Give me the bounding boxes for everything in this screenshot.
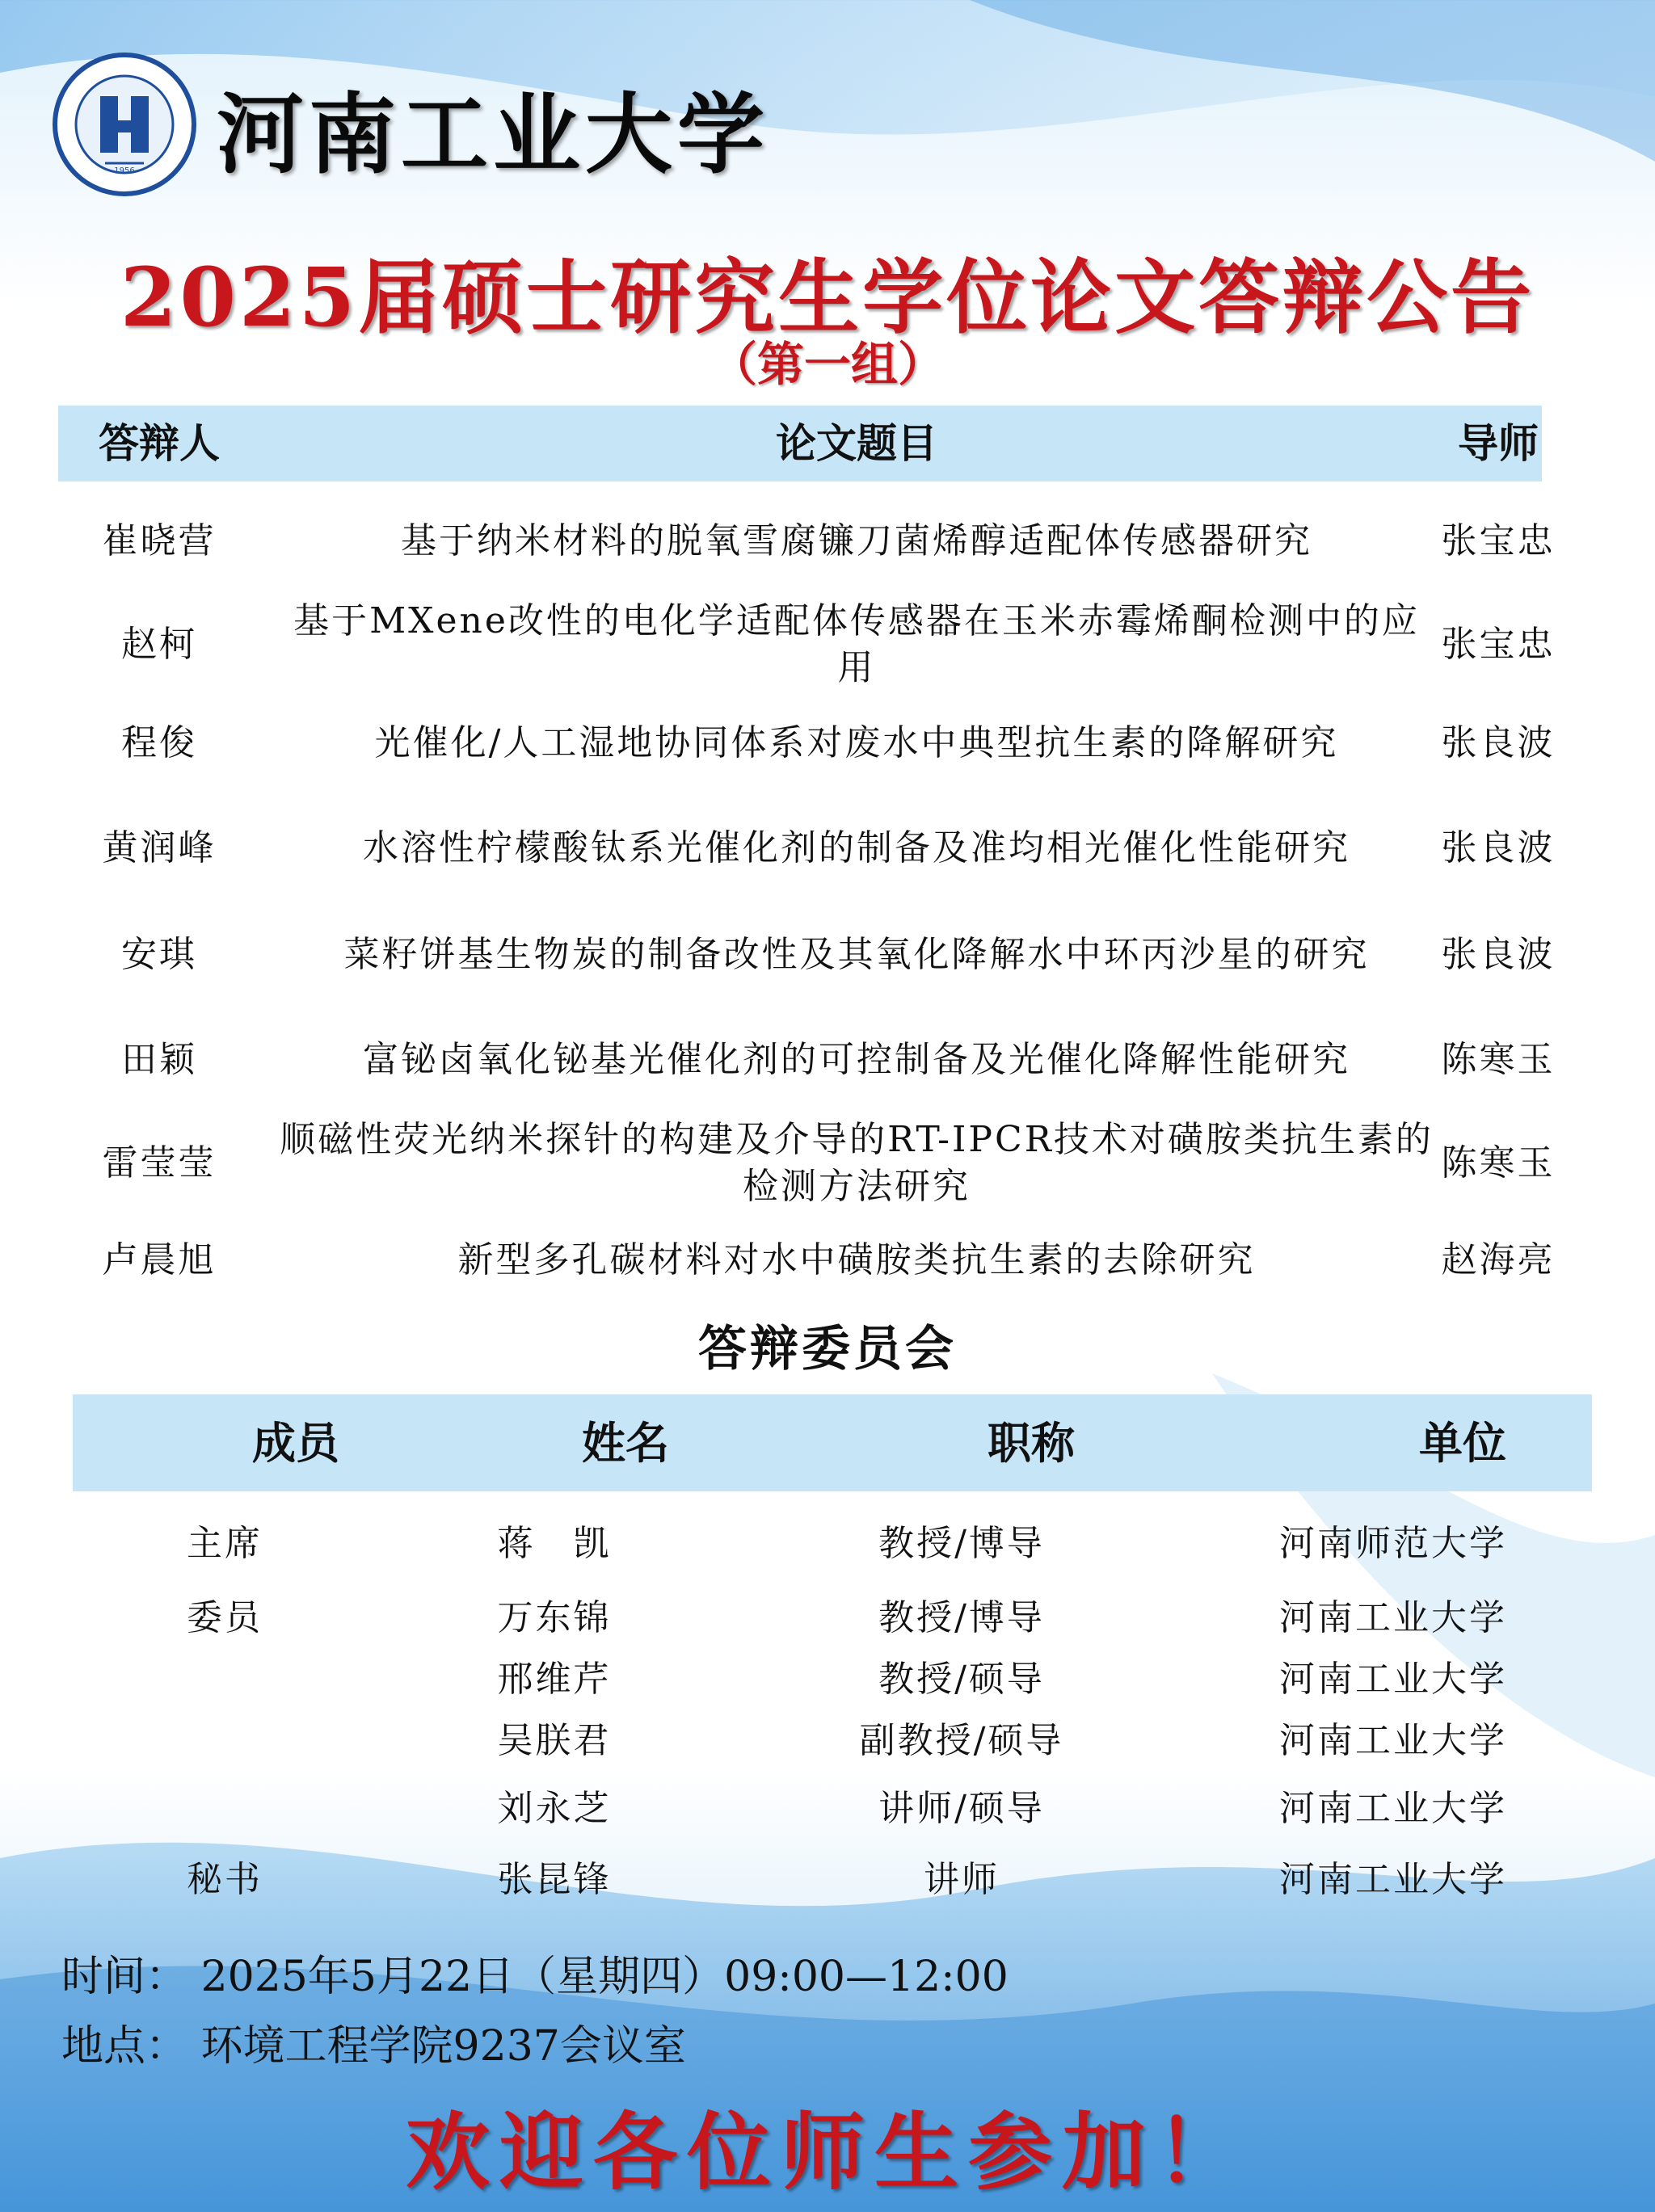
advisor-name: 张良波 [1441, 722, 1556, 763]
defender-name: 赵柯 [121, 624, 197, 665]
member-name: 吴朕君 [497, 1720, 612, 1761]
time-line [61, 1942, 1009, 2003]
member-unit: 河南工业大学 [1279, 1720, 1507, 1761]
time-value: 2025年5月22日（星期四）09:00—12:00 [200, 1953, 1009, 2001]
place-line [61, 2012, 686, 2072]
table-row [58, 509, 1556, 574]
col-member-name: 姓名 [582, 1417, 669, 1469]
time-label: 时间： [61, 1953, 188, 2001]
place-label: 地点： [61, 2022, 188, 2071]
advisor-name: 张宝忠 [1441, 520, 1556, 561]
advisor-name: 陈寒玉 [1441, 1142, 1556, 1184]
university-name: 河南工业大学 [217, 84, 770, 186]
table-row [58, 598, 1556, 692]
member-role: 秘书 [187, 1859, 263, 1900]
member-role: 委员 [187, 1597, 263, 1638]
member-role: 主席 [187, 1523, 263, 1564]
table-row [58, 711, 1556, 776]
member-name: 蒋 凯 [497, 1523, 612, 1564]
thesis-title: 基于MXene改性的电化学适配体传感器在玉米赤霉烯酮检测中的应用 [293, 600, 1420, 688]
table-row [58, 1028, 1556, 1092]
advisor-name: 陈寒玉 [1441, 1039, 1556, 1080]
advisor-name: 张良波 [1441, 934, 1556, 975]
table-row [58, 923, 1556, 987]
member-rank: 教授/硕导 [878, 1659, 1045, 1700]
advisor-name: 张良波 [1441, 827, 1556, 868]
thesis-title: 基于纳米材料的脱氧雪腐镰刀菌烯醇适配体传感器研究 [401, 520, 1312, 561]
place-value: 环境工程学院9237会议室 [200, 2022, 686, 2071]
committee-heading: 答辩委员会 [698, 1321, 957, 1377]
defender-name: 程俊 [121, 722, 197, 763]
defender-name: 田颖 [121, 1039, 197, 1080]
thesis-title: 菜籽饼基生物炭的制备改性及其氧化降解水中环丙沙星的研究 [343, 934, 1370, 975]
col-unit: 单位 [1419, 1417, 1506, 1469]
member-name: 张昆锋 [497, 1859, 612, 1900]
advisor-name: 张宝忠 [1441, 624, 1556, 665]
col-defender: 答辩人 [99, 419, 220, 467]
thesis-title: 富铋卤氧化铋基光催化剂的可控制备及光催化降解性能研究 [363, 1039, 1350, 1080]
table-row [58, 816, 1556, 881]
member-unit: 河南工业大学 [1279, 1597, 1507, 1638]
member-rank: 副教授/硕导 [859, 1720, 1064, 1761]
member-rank: 讲师/硕导 [878, 1788, 1045, 1829]
col-advisor: 导师 [1458, 419, 1539, 467]
welcome-message: 欢迎各位师生参加！ [405, 2102, 1249, 2201]
member-rank: 讲师 [924, 1859, 1000, 1900]
defender-name: 雷莹莹 [102, 1142, 217, 1184]
member-name: 万东锦 [497, 1597, 612, 1638]
thesis-title: 水溶性柠檬酸钛系光催化剂的制备及准均相光催化性能研究 [363, 827, 1350, 868]
thesis-title: 新型多孔碳材料对水中磺胺类抗生素的去除研究 [457, 1239, 1256, 1281]
member-unit: 河南工业大学 [1279, 1788, 1507, 1829]
committee-table-header [73, 1394, 1592, 1491]
col-role: 成员 [252, 1417, 339, 1469]
svg-text:1956: 1956 [114, 166, 135, 175]
defender-name: 安琪 [121, 934, 197, 975]
member-name: 邢维芹 [497, 1659, 612, 1700]
defender-name: 卢晨旭 [102, 1239, 217, 1281]
member-name: 刘永芝 [497, 1788, 612, 1829]
member-unit: 河南师范大学 [1279, 1523, 1507, 1564]
col-rank: 职称 [988, 1417, 1075, 1469]
member-unit: 河南工业大学 [1279, 1859, 1507, 1900]
member-unit: 河南工业大学 [1279, 1659, 1507, 1700]
thesis-title: 光催化/人工湿地协同体系对废水中典型抗生素的降解研究 [374, 722, 1339, 763]
member-rank: 教授/博导 [878, 1523, 1045, 1564]
group-subtitle: （第一组） [710, 337, 945, 392]
defender-name: 黄润峰 [102, 827, 217, 868]
table-row [58, 1115, 1556, 1212]
thesis-title: 顺磁性荧光纳米探针的构建及介导的RT-IPCR技术对磺胺类抗生素的检测方法研究 [280, 1119, 1434, 1207]
advisor-name: 赵海亮 [1441, 1239, 1556, 1281]
defense-table-header [58, 406, 1542, 482]
defender-name: 崔晓营 [102, 520, 217, 561]
member-rank: 教授/博导 [878, 1597, 1045, 1638]
table-row [58, 1228, 1556, 1293]
col-thesis-title: 论文题目 [776, 419, 937, 467]
announcement-title: 2025届硕士研究生学位论文答辩公告 [120, 250, 1535, 345]
university-logo [52, 52, 197, 197]
